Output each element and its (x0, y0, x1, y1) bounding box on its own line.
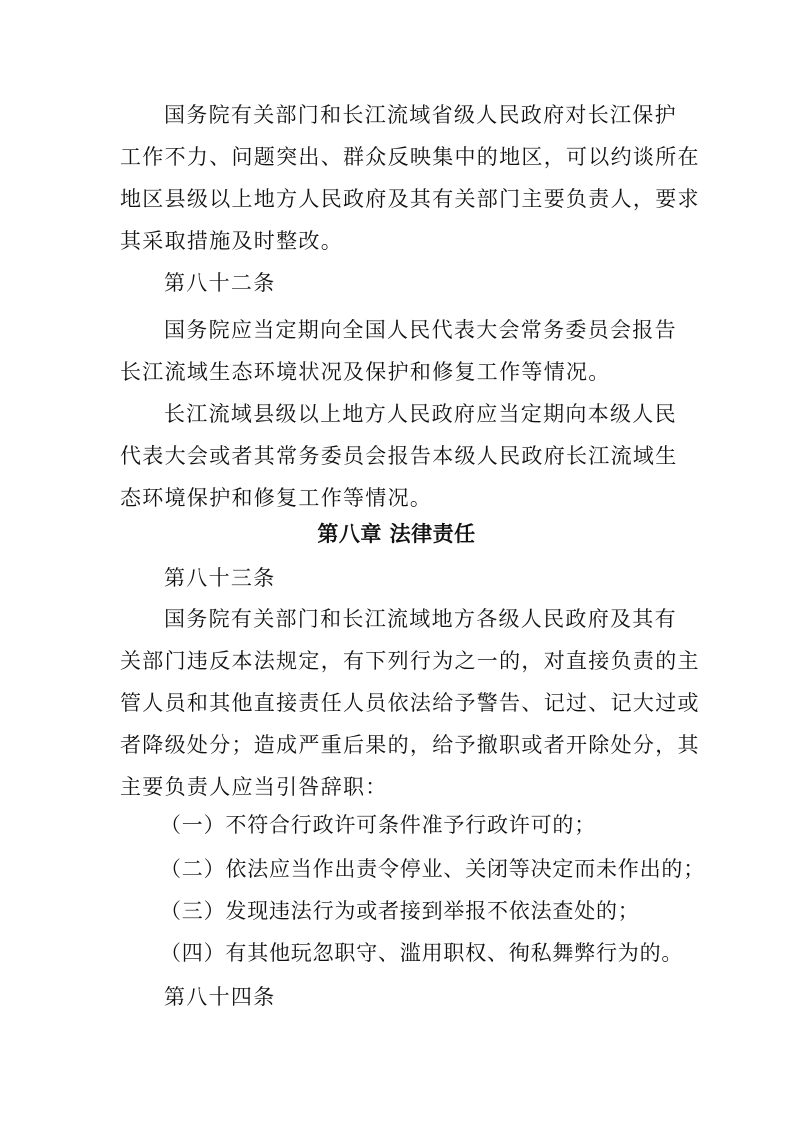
paragraph-line: 国务院应当定期向全国人民代表大会常务委员会报告 (164, 318, 677, 342)
article-82-title (120, 262, 680, 304)
paragraph-line: 主要负责人应当引咎辞职： (120, 775, 388, 799)
paragraph-line: 地区县级以上地方人民政府及其有关部门主要负责人，要求 (120, 187, 700, 211)
paragraph-line: 工作不力、问题突出、群众反映集中的地区，可以约谈所在 (120, 145, 700, 169)
paragraph-line: 长江流域生态环境状况及保护和修复工作等情况。 (120, 360, 611, 384)
article-83-title (120, 557, 680, 599)
paragraph-line: 国务院有关部门和长江流域地方各级人民政府及其有 (164, 607, 677, 631)
paragraph-line: 关部门违反本法规定，有下列行为之一的，对直接负责的主 (120, 649, 700, 673)
paragraph-legal-liability (120, 598, 700, 808)
paragraph-state-council-report (120, 309, 680, 393)
article-title-text: 第八十四条 (164, 985, 276, 1009)
article-title-text: 第八十三条 (164, 566, 276, 590)
paragraph-local-government-report (120, 393, 680, 519)
paragraph-line: 国务院有关部门和长江流域省级人民政府对长江保护 (164, 103, 677, 127)
list-item: （二）依法应当作出责令停业、关闭等决定而未作出的； (160, 857, 705, 881)
paragraph-accountability-talks (120, 94, 700, 262)
paragraph-line: 态环境保护和修复工作等情况。 (120, 486, 433, 510)
article-title-text: 第八十二条 (164, 271, 276, 295)
list-item: （四）有其他玩忽职守、滥用职权、徇私舞弊行为的。 (160, 941, 684, 965)
list-item: （一）不符合行政许可条件准予行政许可的； (160, 813, 596, 837)
paragraph-line: 代表大会或者其常务委员会报告本级人民政府长江流域生 (120, 444, 678, 468)
paragraph-line: 者降级处分；造成严重后果的，给予撤职或者开除处分，其 (120, 733, 700, 757)
paragraph-line: 管人员和其他直接责任人员依法给予警告、记过、记大过或 (120, 691, 700, 715)
paragraph-line: 长江流域县级以上地方人民政府应当定期向本级人民 (164, 402, 677, 426)
chapter-heading: 第八章 法律责任 (317, 522, 476, 546)
article-84-title (120, 976, 680, 1018)
list-item: （三）发现违法行为或者接到举报不依法查处的； (160, 899, 640, 923)
paragraph-line: 其采取措施及时整改。 (120, 229, 343, 253)
